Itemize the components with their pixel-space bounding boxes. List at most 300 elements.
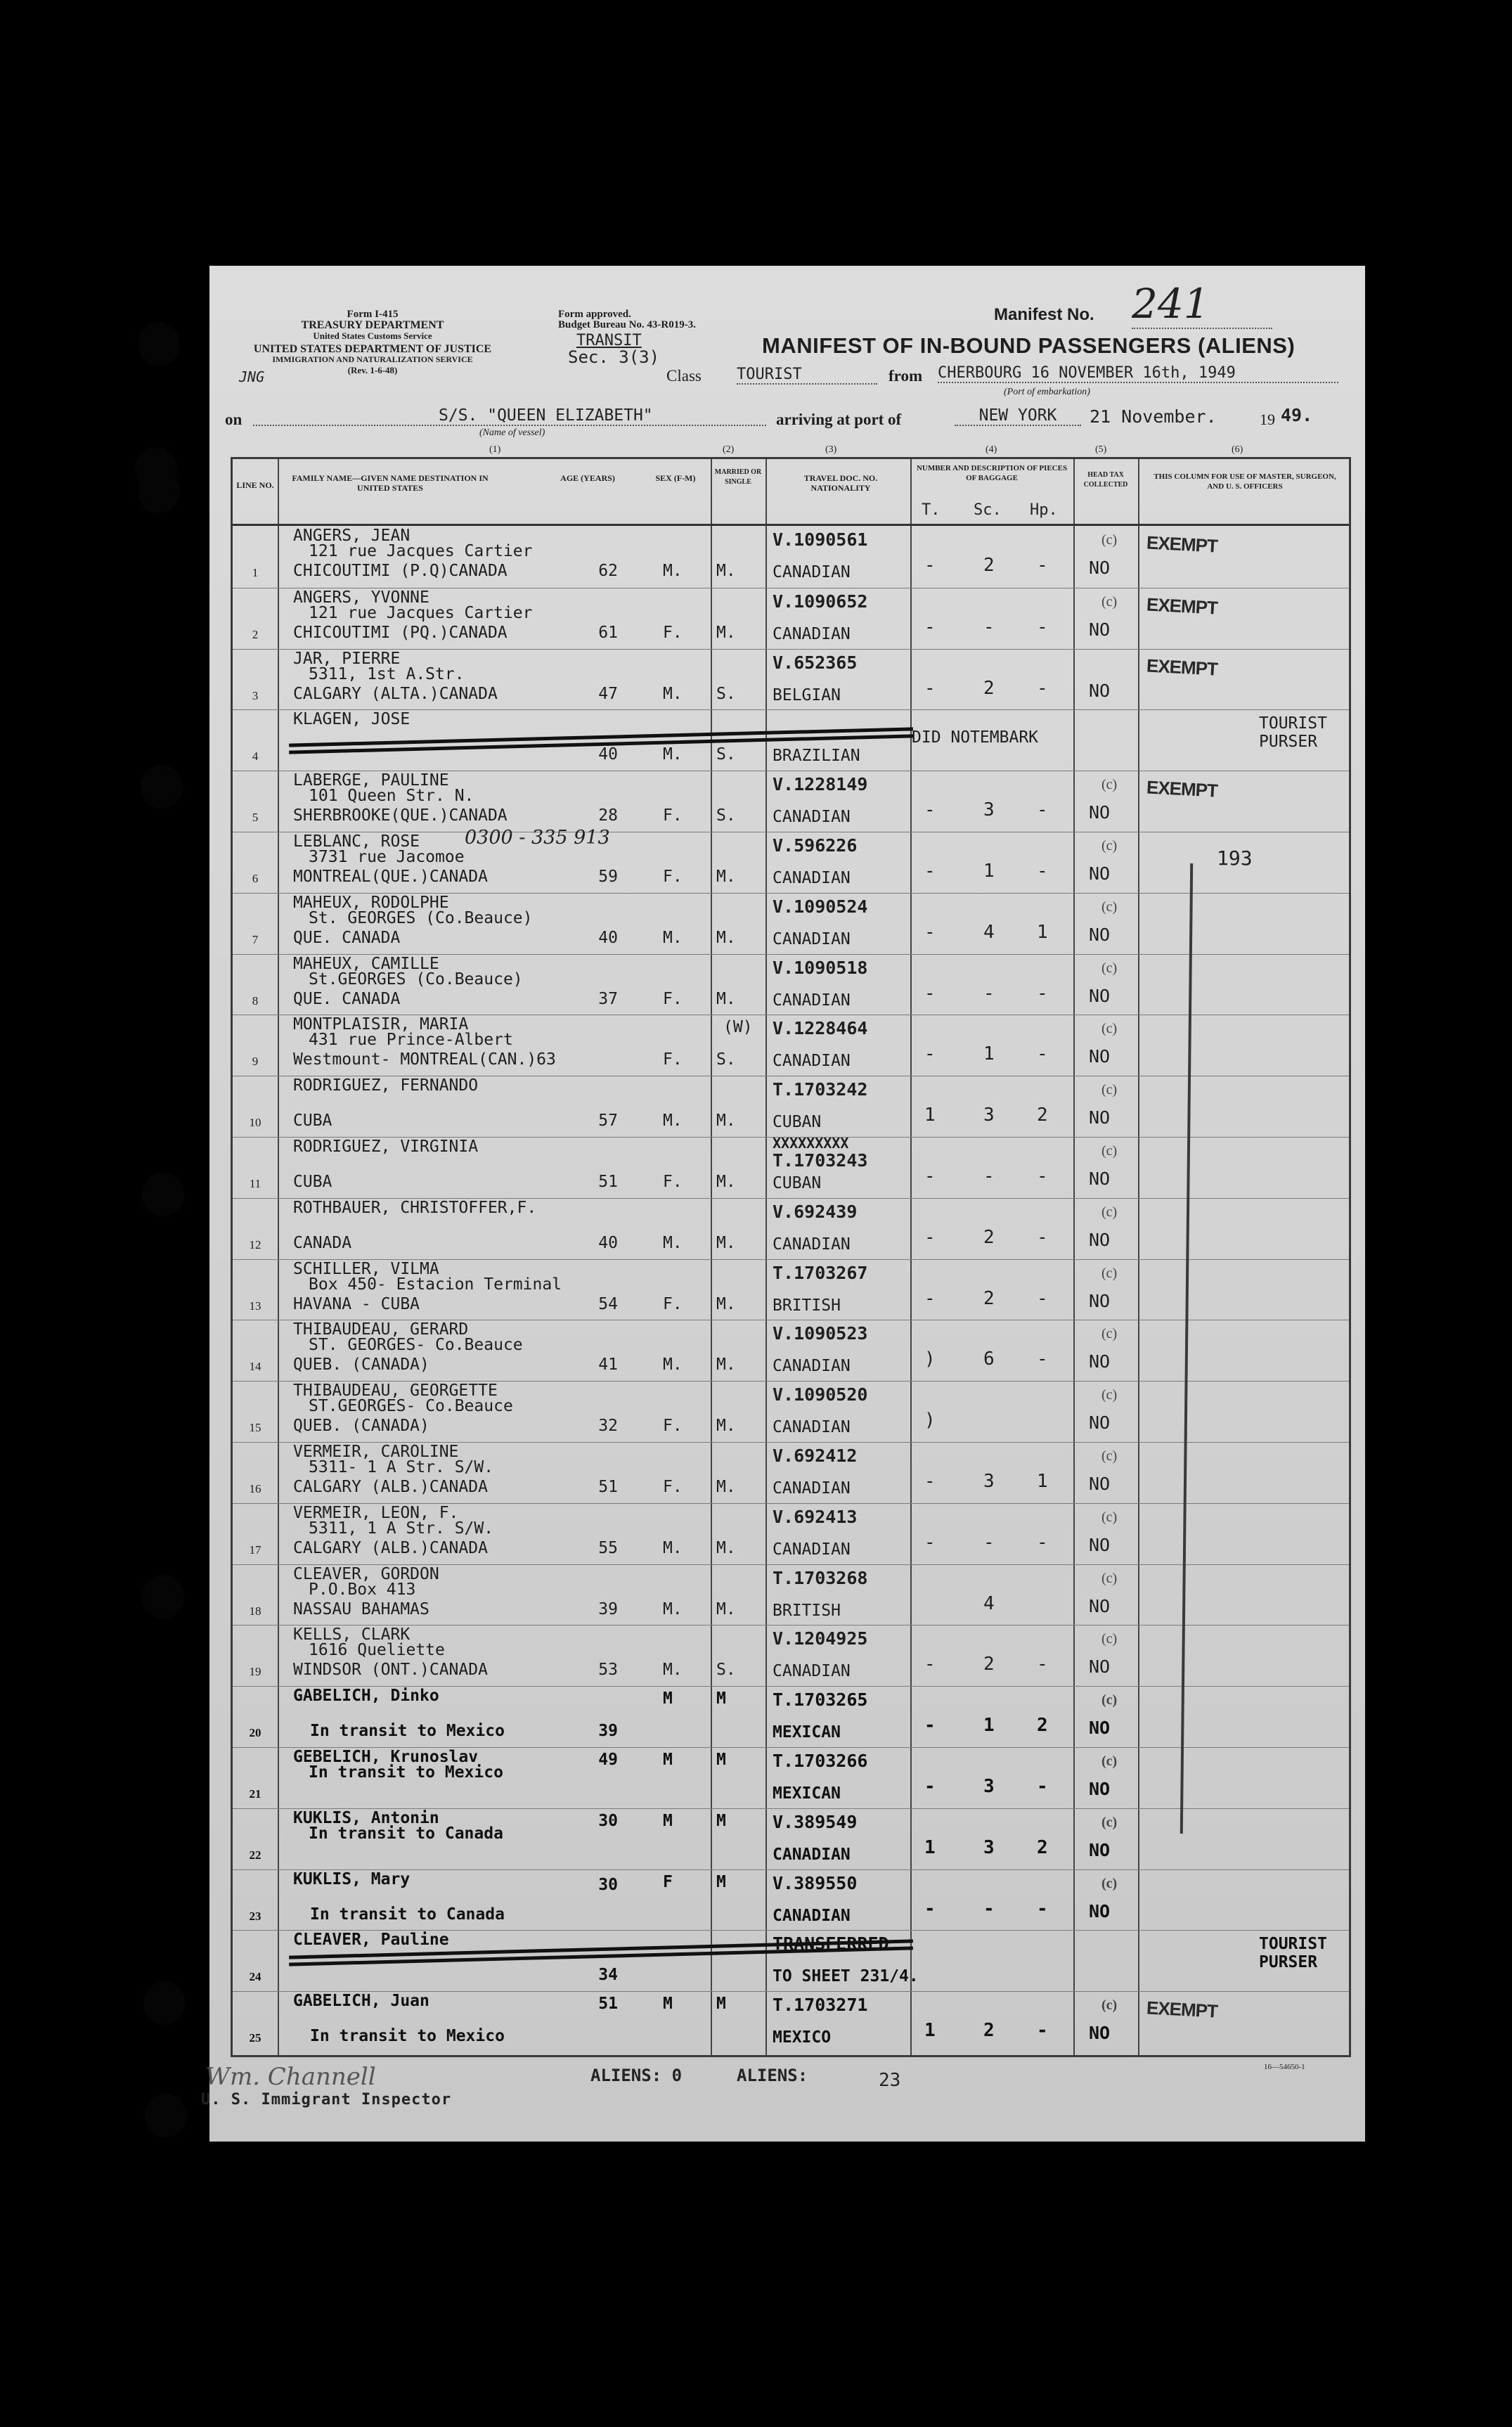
destination: CUBA [293,1173,332,1191]
head-tax-value: NO [1089,1534,1111,1555]
baggage-trunks: - [924,1166,936,1187]
line-number: 2 [252,627,259,641]
form-identification [225,309,520,375]
passenger-name: JAR, PIERRE [293,649,401,668]
age-value: 39 [598,1599,618,1618]
nationality: CANADIAN [773,1479,851,1498]
baggage-trunks: - [924,1471,936,1492]
travel-doc-number: V.1090518 [773,957,868,978]
nationality: CUBAN [773,1113,822,1132]
header-remarks: THIS COLUMN FOR USE OF MASTER, SURGEON, AND U. S. OFFICERS [1154,472,1336,491]
baggage-suitcases: 2 [983,1287,995,1309]
table-row [233,588,1349,648]
baggage-handpieces: - [1037,2020,1048,2042]
header-travel-doc: TRAVEL DOC. NO. NATIONALITY [803,473,878,493]
exempt-stamp: EXEMPT [1146,654,1218,680]
header-age: AGE (YEARS) [560,473,615,483]
line-number: 6 [252,872,259,885]
line-number: 1 [252,566,259,579]
passenger-name: ANGERS, JEAN [293,527,411,545]
sex-value: M [663,1751,673,1769]
baggage-handpieces: - [1037,555,1048,576]
baggage-handpieces: - [1037,982,1048,1004]
baggage-trunks: - [924,799,936,821]
line-number: 20 [249,1726,261,1740]
punch-hole [138,470,180,513]
nationality: CANADIAN [773,1357,851,1376]
address-line: P.O.Box 413 [309,1580,416,1599]
justice-dept: UNITED STATES DEPARTMENT OF JUSTICE [253,343,492,355]
table-row [233,1381,1349,1441]
baggage-suitcases: 3 [983,1776,995,1797]
baggage-trunks: - [924,861,936,882]
travel-doc-number: V.1090652 [773,591,868,612]
sex-value: M. [663,745,683,764]
head-tax-value: NO [1089,1718,1111,1739]
ins-service: IMMIGRATION AND NATURALIZATION SERVICE [272,354,473,364]
table-row [233,649,1349,709]
line-number: 25 [249,2031,261,2045]
header-bag-t: T. [922,501,941,519]
tax-code: (c) [1101,1570,1118,1586]
destination: NASSAU BAHAMAS [293,1599,429,1618]
age-value: 55 [598,1538,618,1557]
marital-status: M [716,1872,726,1891]
sex-value: M [663,1811,673,1830]
travel-doc-number: V.692413 [773,1506,858,1527]
header-head-tax: HEAD TAX COLLECTED [1083,471,1128,489]
line-number: 16 [249,1482,261,1495]
remark-note: 193 [1217,846,1253,870]
age-value: 51 [598,1173,618,1191]
marital-status: M. [716,1294,736,1313]
baggage-suitcases: - [983,982,995,1004]
passenger-name: LEBLANC, ROSE [293,832,420,851]
baggage-trunks: - [924,1531,936,1553]
nationality: CANADIAN [773,1845,851,1864]
header-sex: SEX (F-M) [655,473,696,483]
travel-doc-number: V.596226 [773,835,858,856]
tax-code: (c) [1101,1753,1118,1769]
tax-code: (c) [1101,1448,1118,1464]
sex-value: M. [663,928,683,947]
age-value: 28 [598,806,618,825]
baggage-handpieces: - [1037,1776,1048,1797]
table-row [233,1930,1349,1990]
destination: QUE. CANADA [293,928,401,947]
remark-purser: PURSER [1259,733,1318,752]
line-number: 13 [249,1299,261,1313]
baggage-handpieces: - [1037,1226,1048,1248]
address-line: 5311- 1 A Str. S/W. [309,1458,494,1476]
address-line: ST.GEORGES- Co.Beauce [309,1397,513,1416]
nationality: CANADIAN [773,1235,851,1254]
age-value: 59 [598,868,618,886]
line-number: 3 [252,688,259,702]
line-number: 18 [249,1604,261,1618]
baggage-trunks: - [924,1654,936,1675]
baggage-handpieces: 2 [1037,1836,1048,1858]
nationality: MEXICAN [773,1784,841,1803]
destination: WINDSOR (ONT.)CANADA [293,1661,488,1680]
aliens-label-2: ALIENS: [737,2066,808,2085]
marital-status: S. [716,745,736,764]
travel-doc-number: T.1703271 [773,1995,868,2016]
baggage-trunks: - [924,1715,936,1737]
line-number: 8 [252,993,259,1008]
baggage-trunks: - [924,555,936,576]
marital-status: M. [716,562,736,580]
sex-value: M. [663,1233,683,1252]
vessel-name: S/S. "QUEEN ELIZABETH" [253,406,766,426]
from-value: CHERBOURG 16 NOVEMBER 16th, 1949 [938,364,1338,383]
baggage-suitcases: - [983,1898,995,1919]
passenger-name: GABELICH, Juan [293,1992,429,2011]
head-tax-value: NO [1089,1656,1111,1678]
head-tax-value: NO [1089,1169,1111,1189]
head-tax-value: NO [1089,863,1111,884]
head-tax-value: NO [1089,558,1111,578]
sex-value: M. [663,562,683,580]
nationality: BRITISH [773,1296,841,1315]
sex-value: M. [663,1538,683,1557]
age-value: 37 [598,989,618,1008]
class-label: Class [666,367,702,385]
tax-code: (c) [1101,532,1118,548]
aliens-count-2: 23 [879,2070,901,2091]
age-value: 57 [598,1112,618,1131]
baggage-suitcases: - [983,1166,995,1187]
tax-code: (c) [1101,1143,1118,1159]
nationality: BELGIAN [773,685,841,704]
line-number: 17 [249,1543,261,1557]
col-number-5: (5) [1095,444,1107,455]
travel-doc-number: V.692412 [773,1446,858,1466]
baggage-handpieces: - [1037,861,1048,882]
address-line: In transit to Mexico [309,1763,503,1782]
sex-value: F [663,1872,673,1891]
baggage-handpieces: - [1037,1898,1048,1919]
passenger-name: KELLS, CLARK [293,1625,411,1644]
manifest-title: MANIFEST OF IN-BOUND PASSENGERS (ALIENS) [762,333,1295,358]
head-tax-value: NO [1089,1290,1111,1311]
baggage-handpieces: - [1037,1287,1048,1309]
line-number: 23 [249,1909,261,1923]
passenger-name: RODRIGUEZ, VIRGINIA [293,1138,479,1156]
destination: In transit to Canada [310,1905,505,1924]
baggage-suitcases: 1 [983,1043,995,1065]
table-row [233,1503,1349,1564]
age-value: 51 [598,1478,618,1496]
remark-tourist: TOURIST [1259,1935,1327,1954]
destination: MONTREAL(QUE.)CANADA [293,868,488,886]
address-line: 3731 rue Jacomoe [309,848,465,866]
tax-code: (c) [1101,960,1118,976]
approval-block [558,309,696,330]
head-tax-value: NO [1089,1107,1111,1128]
address-line: Box 450- Estacion Terminal [309,1275,562,1294]
travel-doc-number: V.1090561 [773,529,868,550]
destination: CALGARY (ALB.)CANADA [293,1478,488,1496]
address-line: 5311, 1 A Str. S/W. [309,1519,494,1538]
baggage-suitcases: 3 [983,1836,995,1858]
vessel-caption: (Name of vessel) [479,427,545,438]
head-tax-value: NO [1089,1474,1111,1494]
baggage-handpieces: - [1037,677,1048,699]
nationality: TO SHEET 231/4. [773,1967,919,1986]
exempt-stamp: EXEMPT [1146,532,1218,557]
travel-doc-number: T.1703265 [773,1689,868,1711]
sex-value: M. [663,1599,683,1618]
tax-code: (c) [1101,899,1118,915]
age-value: 47 [598,684,618,703]
header-married: MARRIED OR SINGLE [714,468,762,486]
marital-status: S. [716,1050,736,1069]
baggage-trunks: - [924,921,936,943]
age-value: 39 [598,1722,618,1741]
passenger-name: VERMEIR, LEON, F. [293,1503,459,1522]
tax-code: (c) [1101,1387,1118,1403]
nationality: CANADIAN [773,869,851,887]
baggage-suitcases: 4 [983,921,995,943]
baggage-trunks: ) [924,1410,936,1431]
aliens-count-1: ALIENS: 0 [590,2066,683,2085]
baggage-trunks: - [924,982,936,1004]
passenger-name: ROTHBAUER, CHRISTOFFER,F. [293,1198,537,1217]
baggage-handpieces: - [1037,799,1048,821]
passenger-name: MAHEUX, RODOLPHE [293,893,449,912]
treasury-dept: TREASURY DEPARTMENT [301,319,444,331]
punch-hole [142,1173,184,1216]
baggage-trunks: 1 [924,1836,936,1858]
baggage-trunks: 1 [924,1105,936,1126]
travel-doc-number: V.692439 [773,1201,858,1222]
table-row [233,771,1349,831]
sex-value: F. [663,989,683,1008]
age-value: 32 [598,1417,618,1436]
arrival-port: NEW YORK [955,406,1081,426]
address-line: 1616 Queliette [309,1641,445,1660]
baggage-handpieces: - [1037,616,1048,638]
baggage-suitcases: 3 [983,799,995,821]
head-tax-value: NO [1089,680,1111,701]
class-value: TOURIST [737,366,877,385]
col-number-4: (4) [986,444,997,455]
table-row [233,709,1349,770]
print-code: 16—54650-1 [1264,2063,1305,2071]
header-family-name: FAMILY NAME—GIVEN NAME DESTINATION IN UNITED STATES [292,473,489,493]
inspector-title: U. S. Immigrant Inspector [201,2091,452,2109]
age-value: 41 [598,1356,618,1375]
tax-code: (c) [1101,1814,1118,1830]
line-number: 24 [249,1970,261,1984]
passenger-name: MONTPLAISIR, MARIA [293,1015,469,1034]
sex-value: F. [663,868,683,886]
col-number-1: (1) [489,444,501,455]
baggage-trunks: - [924,1043,936,1065]
travel-doc-number: V.1090524 [773,896,868,917]
marital-status: M [716,1811,726,1830]
sex-value: M [663,1995,673,2014]
baggage-handpieces: - [1037,1043,1048,1065]
nationality: CANADIAN [773,1052,851,1071]
baggage-trunks: - [924,1287,936,1309]
destination: CHICOUTIMI (P.Q)CANADA [293,562,508,580]
tax-code: (c) [1101,777,1118,793]
tax-code: (c) [1101,1082,1118,1098]
travel-doc-number: T.1703267 [773,1262,868,1283]
baggage-suitcases: - [983,616,995,638]
table-row [233,893,1349,953]
sex-value: F. [663,1173,683,1191]
punch-hole [141,765,183,809]
form-approved: Form approved. [558,309,631,320]
baggage-suitcases: 1 [983,861,995,882]
baggage-trunks: - [924,1226,936,1248]
baggage-suitcases: 1 [983,1715,995,1737]
head-tax-value: NO [1089,1839,1111,1860]
exempt-stamp: EXEMPT [1146,776,1218,802]
baggage-suitcases: 3 [983,1471,995,1492]
inspector-signature: Wm. Channell [205,2063,376,2091]
table-row [233,1259,1349,1320]
travel-doc-number: V.652365 [773,652,858,673]
header-bag-hp: Hp. [1030,501,1058,519]
marital-status: M [716,1995,726,2014]
destination: CUBA [293,1112,332,1131]
marital-status: M. [716,1478,736,1496]
marital-status: M [716,1689,726,1708]
table-row [233,827,1349,892]
line-number: 21 [249,1787,261,1801]
nationality: CUBAN [773,1174,822,1192]
baggage-trunks: ) [924,1348,936,1370]
tax-code: (c) [1101,1265,1118,1281]
customs-service: United States Customs Service [313,330,432,341]
nationality: MEXICO [773,2028,832,2047]
baggage-suitcases: 2 [983,677,995,699]
nationality: BRAZILIAN [773,747,860,766]
head-tax-value: NO [1089,1900,1111,1921]
header-divider [233,524,1349,526]
marital-status: M. [716,1173,736,1191]
marital-status: S. [716,1661,736,1680]
age-value: 51 [598,1995,618,2014]
arriving-label: arriving at port of [776,411,902,428]
line-number: 5 [252,811,259,825]
header-bag-sc: Sc. [974,501,1002,519]
tax-code: (c) [1101,838,1118,854]
travel-doc-number: V.1090523 [773,1323,868,1344]
marital-status: M. [716,989,736,1008]
travel-doc-number: T.1703268 [773,1567,868,1588]
tax-code: (c) [1101,1204,1118,1220]
head-tax-value: NO [1089,1351,1111,1372]
remark-purser: PURSER [1259,1953,1318,1972]
baggage-suitcases: 6 [983,1348,995,1370]
travel-doc-number: TRANSFERRED [773,1933,889,1955]
nationality: CANADIAN [773,563,851,581]
sex-value: F. [663,806,683,825]
line-number: 10 [249,1116,261,1130]
passenger-name: CLEAVER, GORDON [293,1564,439,1583]
tax-code: (c) [1101,1021,1118,1037]
exempt-stamp: EXEMPT [1146,593,1218,619]
age-value: 61 [598,623,618,642]
passenger-name: ANGERS, YVONNE [293,588,429,607]
destination: HAVANA - CUBA [293,1294,420,1313]
address-line: ST. GEORGES- Co.Beauce [309,1336,523,1355]
passenger-name: KLAGEN, JOSE [293,710,411,729]
passenger-name: RODRIGUEZ, FERNANDO [293,1076,479,1095]
marital-status: M. [716,1112,736,1131]
travel-doc-number: T.1703266 [773,1751,868,1771]
manifest-no-label: Manifest No. [994,305,1094,324]
address-line: In transit to Canada [309,1824,503,1843]
marital-status: M. [716,1538,736,1557]
destination: QUEB. (CANADA) [293,1356,429,1375]
sex-value: F. [663,1478,683,1496]
nationality: MEXICAN [773,1723,841,1742]
line-number: 19 [249,1665,261,1679]
port-embarkation-caption: (Port of embarkation) [1004,387,1090,397]
destination: CHICOUTIMI (PQ.)CANADA [293,623,508,642]
passenger-name: GABELICH, Dinko [293,1687,439,1706]
table-row [233,1442,1349,1502]
baggage-trunks: 1 [924,2020,936,2042]
travel-doc-number: V.389549 [773,1811,858,1832]
address-line: 121 rue Jacques Cartier [309,603,533,622]
tax-code: (c) [1101,1997,1118,2014]
head-tax-value: NO [1089,1046,1111,1067]
clerk-initials: JNG [239,368,265,385]
line-number: 15 [249,1421,261,1435]
travel-doc-number: V.389550 [773,1872,858,1893]
age-value: 53 [598,1661,618,1680]
sex-value: M. [663,1356,683,1375]
tax-code: (c) [1101,1875,1118,1891]
marital-status: M. [716,1417,736,1436]
baggage-handpieces: 2 [1037,1715,1048,1737]
destination: In transit to Mexico [310,2027,505,2046]
address-line: St.GEORGES (Co.Beauce) [309,970,523,989]
sex-value: F. [663,1417,683,1436]
table-row [233,1564,1349,1625]
address-line: 5311, 1st A.Str. [309,664,465,683]
baggage-trunks: - [924,1776,936,1797]
line-number: 4 [252,749,259,764]
sex-value: M [663,1689,673,1708]
nationality: CANADIAN [773,808,851,827]
marital-status: M. [716,1599,736,1618]
exempt-stamp: EXEMPT [1146,1997,1218,2022]
baggage-suitcases: 2 [983,1654,995,1675]
passenger-name: SCHILLER, VILMA [293,1259,439,1278]
age-value: 30 [598,1811,618,1830]
section-label: Sec. 3(3) [568,347,660,367]
passenger-name: VERMEIR, CAROLINE [293,1443,459,1461]
address-line: 101 Queen Str. N. [309,787,474,806]
nationality: CANADIAN [773,1662,851,1681]
passenger-name: KUKLIS, Antonin [293,1808,439,1827]
baggage-handpieces: 1 [1037,921,1048,943]
nationality: CANADIAN [773,1906,851,1925]
destination: CALGARY (ALB.)CANADA [293,1538,488,1557]
baggage-suitcases: 2 [983,1226,995,1248]
destination: SHERBROOKE(QUE.)CANADA [293,806,508,825]
nationality: CANADIAN [773,624,851,643]
nationality: CANADIAN [773,991,851,1010]
